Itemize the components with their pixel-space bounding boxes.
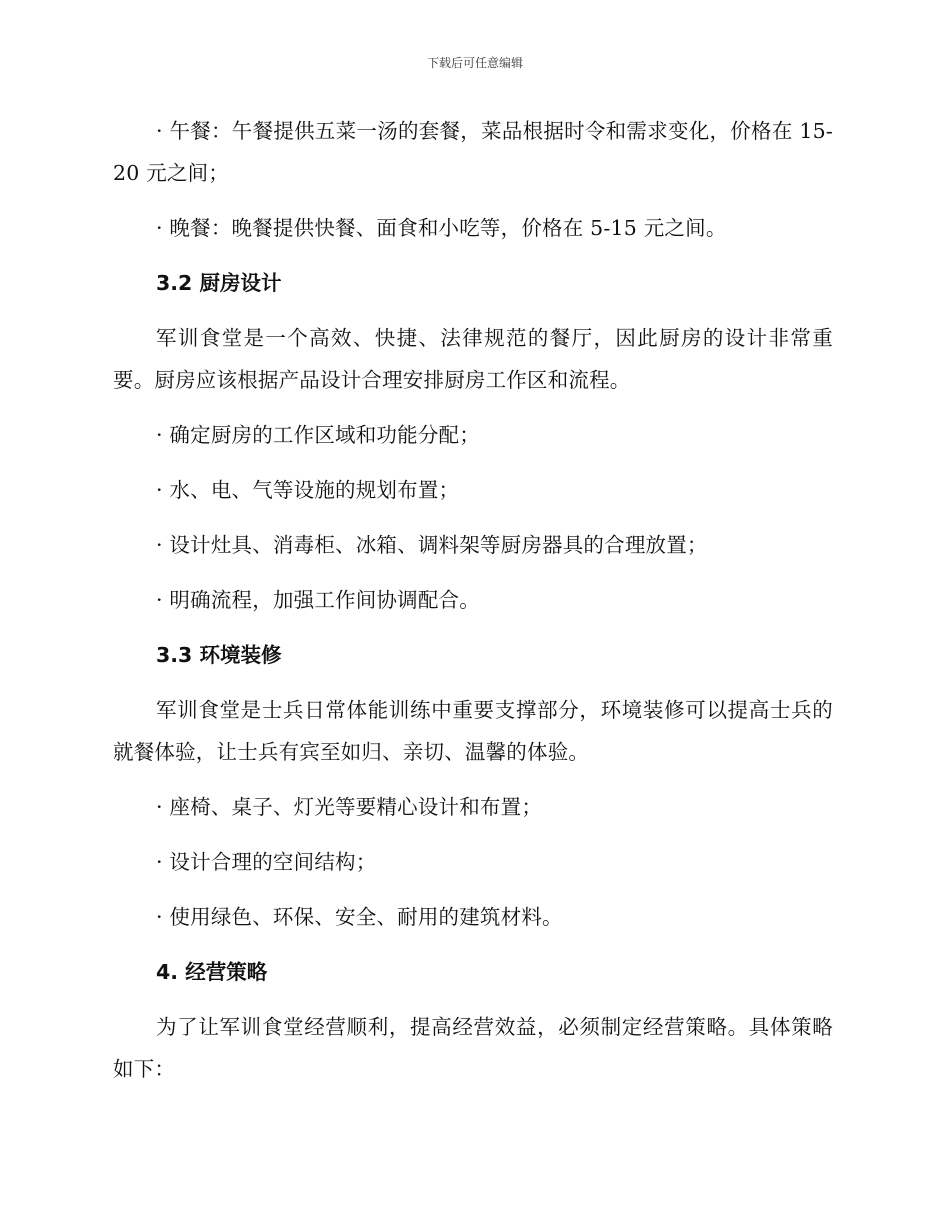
document-body (113, 110, 833, 1103)
dinner-bullet: · 晚餐：晚餐提供快餐、面食和小吃等，价格在 5-15 元之间。 (156, 216, 727, 240)
page-header: 下载后可任意编辑 (426, 56, 523, 70)
environment-paragraph: 军训食堂是士兵日常体能训练中重要支撑部分，环境装修可以提高士兵的就餐体验，让士兵有宾至如归、亲切、温馨的体验。 (113, 698, 833, 764)
environment-bullet-space: · 设计合理的空间结构； (156, 850, 377, 874)
kitchen-bullet-zones: · 确定厨房的工作区域和功能分配； (156, 423, 480, 447)
kitchen-bullet-process: · 明确流程，加强工作间协调配合。 (156, 588, 480, 612)
strategy-paragraph: 为了让军训食堂经营顺利，提高经营效益，必须制定经营策略。具体策略如下： (113, 1015, 833, 1081)
kitchen-design-paragraph: 军训食堂是一个高效、快捷、法律规范的餐厅，因此厨房的设计非常重要。厨房应该根据产品设计合理安排厨房工作区和流程。 (113, 326, 833, 392)
kitchen-bullet-utilities: · 水、电、气等设施的规划布置； (156, 478, 460, 502)
environment-bullet-furniture: · 座椅、桌子、灯光等要精心设计和布置； (156, 795, 543, 819)
section-heading-environment: 3.3 环境装修 (156, 643, 282, 667)
section-heading-strategy: 4. 经营策略 (156, 960, 268, 984)
environment-bullet-materials: · 使用绿色、环保、安全、耐用的建筑材料。 (156, 905, 563, 929)
kitchen-bullet-appliances: · 设计灶具、消毒柜、冰箱、调料架等厨房器具的合理放置； (156, 533, 708, 557)
lunch-bullet: · 午餐：午餐提供五菜一汤的套餐，菜品根据时令和需求变化，价格在 15-20 元之间； (113, 119, 833, 185)
section-heading-kitchen-design: 3.2 厨房设计 (156, 271, 282, 295)
